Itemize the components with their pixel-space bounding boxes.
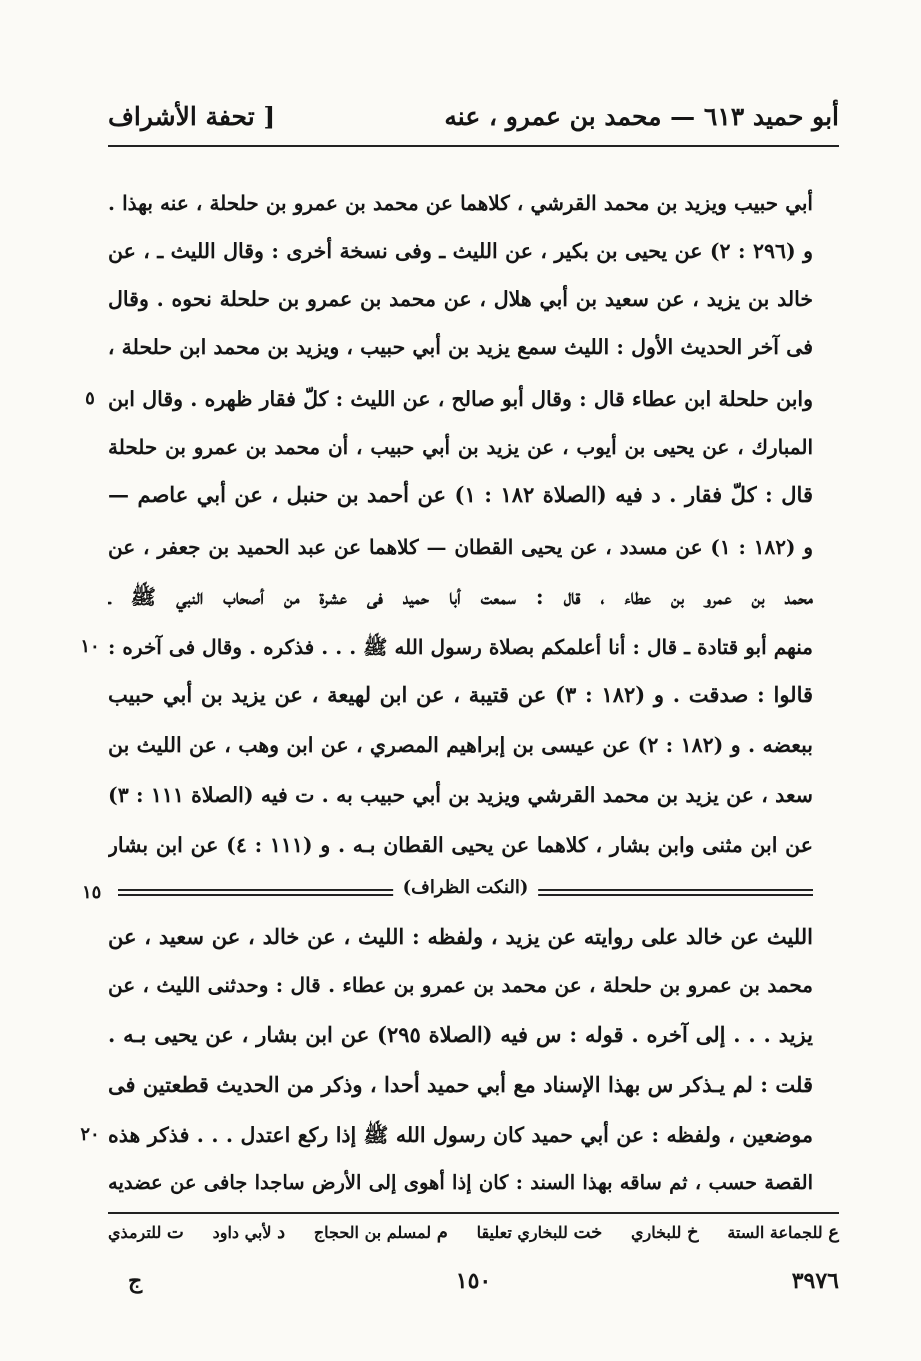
divider-label: (النكت الظراف)	[393, 877, 539, 898]
abbr-item	[213, 1222, 286, 1252]
abbr-label: لأبي داود	[212, 1223, 272, 1242]
text-line: المبارك ، عن يحيى بن أيوب ، عن يزيد بن أبي حبيب ، أن محمد بن عمرو بن حلحلة	[108, 435, 813, 459]
hadith-number: ٣٩٧٦	[791, 1268, 839, 1294]
text-line: منهم أبو قتادة ـ قال : أنا أعلمكم بصلاة رسول الله ﷺ . . . فذكره . وقال فى آخره :	[108, 635, 813, 659]
abbr-key: د	[277, 1222, 286, 1243]
abbr-key: خت	[573, 1222, 603, 1243]
text-line: وابن حلحلة ابن عطاء قال : وقال أبو صالح ، عن الليث : كلّ فقار ظهره . وقال ابن	[108, 387, 813, 411]
text-line: خالد بن يزيد ، عن سعيد بن أبي هلال ، عن محمد بن عمرو بن حلحلة نحوه . وقال	[108, 287, 813, 311]
text-line: و (٢٩٦ : ٢) عن يحيى بن بكير ، عن الليث ـ وفى نسخة أخرى : وقال الليث ـ ، عن	[108, 239, 813, 263]
abbr-item	[108, 1222, 184, 1252]
abbr-label: لمسلم بن الحجاج	[313, 1223, 432, 1242]
running-title: أبو حميد ٦١٣ — محمد بن عمرو ، عنه	[444, 102, 839, 131]
line-number: ١٥	[82, 882, 102, 903]
volume-mark: ج	[128, 1268, 143, 1294]
page-footer	[108, 1262, 839, 1302]
text-line: عن ابن مثنى وابن بشار ، كلاهما عن يحيى القطان بـه . و (١١١ : ٤) عن ابن بشار	[108, 833, 813, 857]
abbr-label: للبخاري تعليقا	[476, 1223, 568, 1242]
abbr-label: للترمذي	[108, 1223, 162, 1242]
text-line: فى آخر الحديث الأول : الليث سمع يزيد بن أبي حبيب ، ويزيد بن محمد ابن حلحلة ،	[108, 335, 813, 359]
abbr-item	[631, 1222, 699, 1252]
line-number: ٥	[85, 388, 95, 409]
text-line: محمد بن عمرو بن حلحلة ، عن محمد بن عمرو بن عطاء . قال : وحدثنى الليث ، عن	[108, 973, 813, 997]
text-line: الليث عن خالد على روايته عن يزيد ، ولفظه : الليث ، عن خالد ، عن سعيد ، عن	[108, 924, 813, 949]
abbr-key: م	[436, 1222, 448, 1243]
text-line: محمد بن عمرو بن عطاء ، قال : سمعت أبا حميد فى عشرة من أصحاب النبي ﷺ ـ	[108, 584, 813, 609]
line-number: ٢٠	[80, 1124, 100, 1145]
abbr-key: خ	[687, 1222, 699, 1243]
abbr-item	[314, 1222, 448, 1252]
abbreviation-key	[108, 1222, 839, 1252]
text-line: موضعين ، ولفظه : عن أبي حميد كان رسول الله ﷺ إذا ركع اعتدل . . . فذكر هذه	[108, 1123, 813, 1147]
abbr-key: ع	[828, 1222, 839, 1243]
text-line: سعد ، عن يزيد بن محمد القرشي ويزيد بن أبي حبيب به . ت فيه (الصلاة ١١١ : ٣)	[108, 783, 813, 807]
text-line: و (١٨٢ : ١) عن مسدد ، عن يحيى القطان — كلاهما عن عبد الحميد بن جعفر ، عن	[108, 535, 813, 559]
text-line: القصة حسب ، ثم ساقه بهذا السند : كان إذا أهوى إلى الأرض ساجدا جافى عن عضديه	[108, 1171, 813, 1194]
text-line: قلت : لم يـذكر س بهذا الإسناد مع أبي حميد أحدا ، وذكر من الحديث قطعتين فى	[108, 1072, 813, 1097]
section-divider	[118, 877, 813, 907]
text-line: أبي حبيب ويزيد بن محمد القرشي ، كلاهما عن محمد بن عمرو بن حلحلة ، عنه بهذا .	[108, 191, 813, 215]
text-line: يزيد . . . إلى آخره . قوله : س فيه (الصلاة ٢٩٥) عن ابن بشار ، عن يحيى بـه .	[108, 1022, 813, 1047]
abbr-key: ت	[166, 1222, 184, 1243]
abbr-item	[727, 1222, 839, 1252]
header-rule	[108, 145, 839, 147]
abbr-item	[477, 1222, 603, 1252]
text-line: قال : كلّ فقار . د فيه (الصلاة ١٨٢ : ١) عن أحمد بن حنبل ، عن أبي عاصم —	[108, 482, 813, 507]
text-line: ببعضه . و (١٨٢ : ٢) عن عيسى بن إبراهيم المصري ، عن ابن وهب ، عن الليث بن	[108, 733, 813, 757]
page-number: ١٥٠	[455, 1268, 492, 1294]
abbr-label: للبخاري	[630, 1223, 682, 1242]
page-header	[108, 96, 839, 144]
book-title: [ تحفة الأشراف	[108, 102, 276, 131]
footer-rule	[108, 1212, 839, 1214]
text-line: قالوا : صدقت . و (١٨٢ : ٣) عن قتيبة ، عن ابن لهيعة ، عن يزيد بن أبي حبيب	[108, 682, 813, 707]
line-number: ١٠	[80, 636, 100, 657]
abbr-label: للجماعة الستة	[727, 1223, 823, 1242]
